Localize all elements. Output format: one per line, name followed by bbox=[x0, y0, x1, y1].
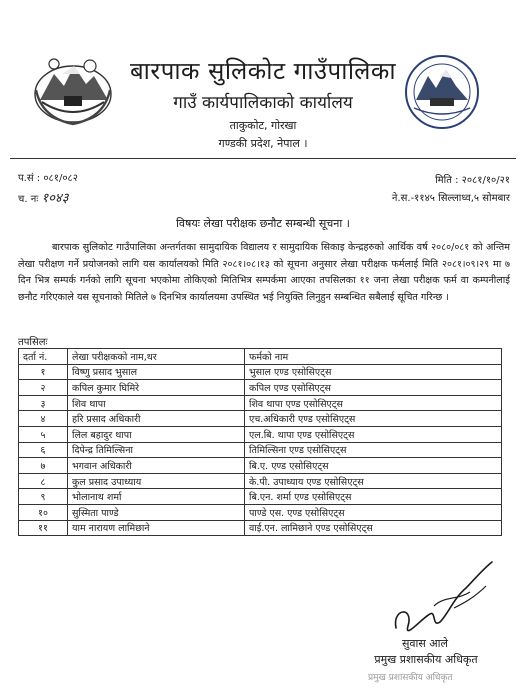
serial-number-cell: ९ bbox=[19, 489, 68, 505]
auditor-name-cell: याम नारायण लामिछाने bbox=[68, 520, 245, 536]
firm-name-cell: के.पी. उपाध्याय एण्ड एसोसिएट्स bbox=[245, 473, 502, 489]
serial-number-cell: ६ bbox=[19, 442, 68, 458]
header-divider bbox=[10, 158, 516, 159]
firm-name-cell: एल.बि. थापा एण्ड एसोसिएट्स bbox=[245, 426, 502, 442]
auditor-name-cell: भोलानाथ शर्मा bbox=[68, 489, 245, 505]
column-header: दर्ता नं. bbox=[19, 349, 68, 365]
auditor-name-cell: शिव थापा bbox=[68, 395, 245, 411]
firm-name-cell: एच.अधिकारी एण्ड एसोसिएट्स bbox=[245, 411, 502, 427]
serial-number-cell: ७ bbox=[19, 458, 68, 474]
details-label: तपसिलः bbox=[18, 337, 48, 348]
serial-number-cell: ५ bbox=[19, 426, 68, 442]
table-row bbox=[19, 411, 502, 427]
municipality-logo-icon bbox=[396, 52, 488, 132]
office-address-line1: ताकुकोट, गोरखा bbox=[229, 119, 297, 132]
serial-number-cell: ४ bbox=[19, 411, 68, 427]
auditor-name-cell: कुल प्रसाद उपाध्याय bbox=[68, 473, 245, 489]
table-row bbox=[19, 458, 502, 474]
issue-date: मिति : २०८१/१०/२१ bbox=[435, 175, 510, 186]
table-row bbox=[19, 395, 502, 411]
signatory-title: प्रमुख प्रशासकीय अधिकृत bbox=[374, 653, 478, 666]
firm-name-cell: बि.एन. शर्मा एण्ड एसोसिएट्स bbox=[245, 489, 502, 505]
table-row bbox=[19, 442, 502, 458]
reference-number: प.सं : ०८१/०८२ bbox=[18, 173, 78, 184]
auditor-name-cell: लिल बहादुर थापा bbox=[68, 426, 245, 442]
table-row bbox=[19, 504, 502, 520]
auditor-name-cell: भगवान अधिकारी bbox=[68, 458, 245, 474]
dispatch-number bbox=[18, 188, 69, 206]
serial-number-cell: १ bbox=[19, 364, 68, 380]
table-row bbox=[19, 380, 502, 396]
firm-name-cell: तिमिल्सिना एण्ड एसोसिएट्स bbox=[245, 442, 502, 458]
firm-name-cell: वाई.एन. लामिछाने एण्ड एसोसिएट्स bbox=[245, 520, 502, 536]
serial-number-cell: ८ bbox=[19, 473, 68, 489]
notice-subject: विषयः लेखा परीक्षक छनौट सम्बन्धी सूचना । bbox=[176, 217, 350, 230]
auditor-name-cell: कपिल कुमार घिमिरे bbox=[68, 380, 245, 396]
firm-name-cell: कपिल एण्ड एसोसिएट्स bbox=[245, 380, 502, 396]
table-row bbox=[19, 364, 502, 380]
auditor-name-cell: हरि प्रसाद अधिकारी bbox=[68, 411, 245, 427]
office-address-line2: गण्डकी प्रदेश, नेपाल । bbox=[218, 137, 308, 150]
signatory-name: सुवास आले bbox=[401, 637, 449, 650]
serial-number-cell: २ bbox=[19, 380, 68, 396]
notice-body: बारपाक सुलिकोट गाउँपालिका अन्तर्गतका सामुदायिक विद्यालय र सामुदायिक सिकाइ केन्द्रहरुको आर्थिक वर्ष २०८०/०८१ को अन्तिम लेखा परीक्षण गर्ने प्रयोजनको लागि यस कार्यालयको मिति २०८१।०८।१३ को सूचना अनुसार लेखा परीक्षक फर्मलाई मिति २०८१।०९।२९ मा ७ दिन भित्र सम्पर्क गर्नको लागि सूचना भएकोमा तोकिएको मितिभित्र सम्पर्कमा आएका तपसिलका ११ जना लेखा परीक्षक फर्म वा कम्पनीलाई छनौट गरिएकाले यस सूचनाको मितिले ७ दिनभित्र कार्यालयमा उपस्थित भई नियुक्ति लिनुहुन सम्बन्धित सबैलाई सूचित गरिन्छ । bbox=[18, 242, 510, 303]
firm-name-cell: पाण्डे एस. एण्ड एसोसिएट्स bbox=[245, 504, 502, 520]
auditor-name-cell: दिपेन्द्र तिमिल्सिना bbox=[68, 442, 245, 458]
serial-number-cell: ११ bbox=[19, 520, 68, 536]
dispatch-label: च. नः bbox=[18, 194, 39, 205]
dispatch-handwritten-number: १०४३ bbox=[41, 191, 69, 206]
serial-number-cell: ३ bbox=[19, 395, 68, 411]
table-row bbox=[19, 473, 502, 489]
municipality-title: बारपाक सुलिकोट गाउँपालिका bbox=[129, 57, 397, 85]
column-header: लेखा परीक्षकको नाम,थर bbox=[68, 349, 245, 365]
auditor-name-cell: विष्णु प्रसाद भुसाल bbox=[68, 364, 245, 380]
column-header: फर्मको नाम bbox=[245, 349, 502, 365]
official-stamp: प्रमुख प्रशासकीय अधिकृत bbox=[368, 673, 453, 683]
table-row bbox=[19, 426, 502, 442]
firm-name-cell: भुसाल एण्ड एसोसिएट्स bbox=[245, 364, 502, 380]
office-subtitle: गाउँ कार्यपालिकाको कार्यालय bbox=[173, 93, 353, 113]
nepal-sambat-date: ने.स.-११४५ सिल्लाध्व,५ सोमबार bbox=[391, 193, 510, 204]
table-row bbox=[19, 520, 502, 536]
serial-number-cell: १० bbox=[19, 504, 68, 520]
handwritten-signature bbox=[374, 548, 504, 648]
table-row bbox=[19, 489, 502, 505]
firm-name-cell: शिव थापा एण्ड एसोसिएट्स bbox=[245, 395, 502, 411]
auditor-table bbox=[18, 348, 502, 536]
firm-name-cell: बि.ए. एण्ड एसोसिएट्स bbox=[245, 458, 502, 474]
auditor-name-cell: सुस्मिता पाण्डे bbox=[68, 504, 245, 520]
table-header-row bbox=[19, 349, 502, 365]
